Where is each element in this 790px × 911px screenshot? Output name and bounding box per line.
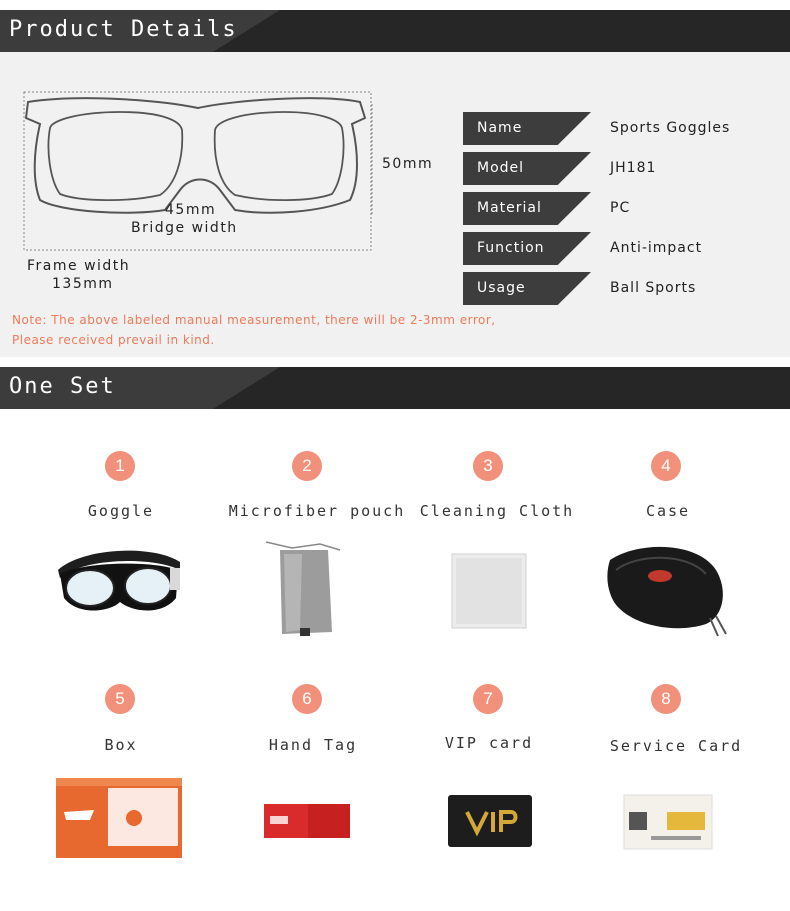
item-number-badge: 3 — [473, 451, 503, 481]
one-set-banner — [0, 367, 790, 409]
measurement-note-line2: Please received prevail in kind. — [12, 333, 215, 347]
item-name: Service Card — [609, 737, 743, 755]
spec-label: Material — [477, 200, 542, 216]
one-set-title: One Set — [9, 374, 116, 399]
spec-row-usage — [463, 272, 785, 305]
frame-width-value: 135mm — [52, 276, 114, 292]
bridge-width-label: Bridge width — [131, 220, 238, 236]
spec-label: Function — [477, 240, 545, 256]
item-number-badge: 2 — [292, 451, 322, 481]
spec-value: PC — [610, 200, 631, 216]
item-number-badge: 5 — [105, 684, 135, 714]
item-number-badge: 1 — [105, 451, 135, 481]
spec-row-model — [463, 152, 785, 185]
spec-value-bg — [557, 192, 785, 225]
item-number-badge: 4 — [651, 451, 681, 481]
spec-row-material — [463, 192, 785, 225]
box-image — [54, 774, 184, 862]
spec-value: Anti-impact — [610, 240, 703, 256]
item-name: Cleaning Cloth — [419, 502, 575, 520]
spec-label: Name — [477, 120, 523, 136]
product-details-banner — [0, 10, 790, 52]
spec-value: Sports Goggles — [610, 120, 731, 136]
item-name: Hand Tag — [268, 736, 358, 754]
hand-tag-image — [262, 802, 352, 840]
spec-value: Ball Sports — [610, 280, 697, 296]
spec-value-bg — [557, 152, 785, 185]
frame-width-label: Frame width — [27, 258, 131, 274]
item-name: Goggle — [87, 502, 155, 520]
spec-row-name — [463, 112, 785, 145]
item-name: Case — [645, 502, 691, 520]
item-number-badge: 8 — [651, 684, 681, 714]
service-card-image — [623, 794, 713, 850]
cleaning-cloth-image — [450, 552, 528, 630]
spec-value: JH181 — [610, 160, 657, 176]
item-number-badge: 6 — [292, 684, 322, 714]
spec-row-function — [463, 232, 785, 265]
vip-card-image — [447, 794, 533, 848]
spec-label: Model — [477, 160, 525, 176]
bridge-width-value: 45mm — [165, 202, 217, 218]
spec-label: Usage — [477, 280, 526, 296]
item-name: VIP card — [444, 734, 534, 752]
item-number-badge: 7 — [473, 684, 503, 714]
case-image — [606, 540, 732, 640]
pouch-image — [262, 540, 344, 640]
item-name: Box — [104, 736, 138, 754]
item-name: Microfiber pouch — [228, 502, 406, 520]
goggle-image — [52, 540, 184, 618]
height-dimension-label: 50mm — [382, 156, 434, 172]
measurement-note-line1: Note: The above labeled manual measurement, there will be 2-3mm error, — [12, 313, 496, 327]
product-details-title: Product Details — [9, 17, 238, 42]
